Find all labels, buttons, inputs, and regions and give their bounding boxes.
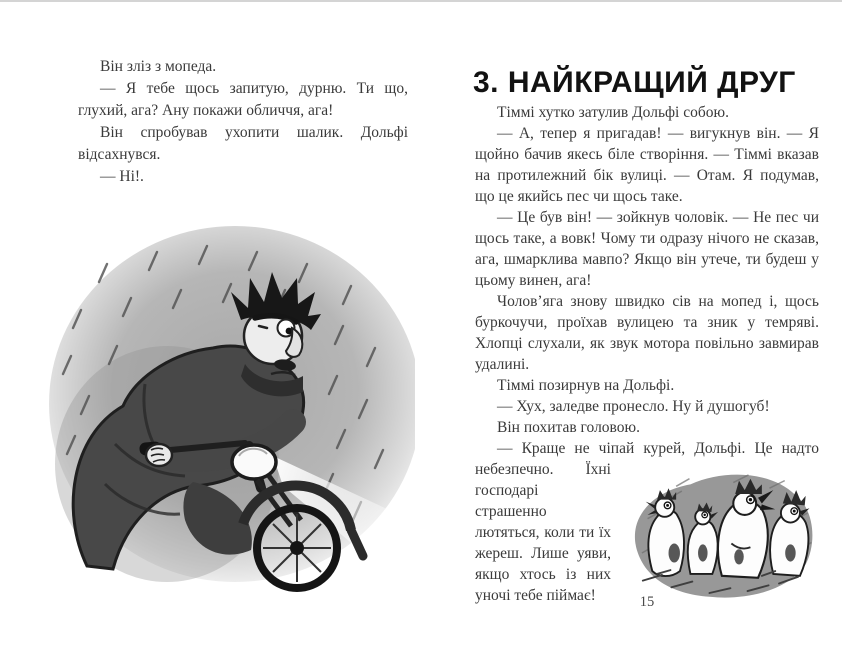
right-page (421, 2, 842, 650)
left-page-text (78, 56, 408, 188)
last-paragraph-with-illustration (475, 438, 819, 606)
chapter-title: 3. НАЙКРАЩИЙ ДРУГ (473, 66, 796, 100)
paragraph: — А, тепер я пригадав! — вигукнув він. — Я щойно бачив якесь біле створіння. — Тіммі вказав на протилежний бік вулиці. — Отам. Я подумав, що це якийсь пес чи щось таке. (475, 125, 819, 205)
chickens-illustration (619, 459, 819, 607)
paragraph: — Хух, заледве пронесло. Ну й душогуб! (497, 398, 770, 415)
paragraph: — Це був він! — зойкнув чоловік. — Не пес чи щось таке, а вовк! Чому ти одразу нічого не сказав, ага, шмарклива мавпо? Якщо він утече, ти будеш у цьому винен, ага! (475, 209, 819, 289)
paragraph: Він похитав головою. (497, 419, 640, 436)
paragraph: — Я тебе щось запитую, дурню. Ти що, глухий, ага? Ану покажи обличчя, ага! (78, 80, 408, 119)
man-on-moped-illustration (45, 224, 415, 612)
paragraph: Він спробував ухопити шалик. Дольфі відсахнувся. (78, 124, 408, 163)
paragraph: — Краще не чіпай курей, Дольфі. Це надто небезпечно. Їхні господарі страшенно лютяться, коли ти їх жереш. Лише уяви, якщо хтось із них уночі тебе піймає! (475, 440, 819, 604)
paragraph: Тіммі хутко затулив Дольфі собою. (497, 104, 729, 121)
right-page-text (475, 102, 819, 607)
left-page (0, 2, 421, 650)
page-number: 15 (639, 594, 655, 610)
paragraph: Він зліз з мопеда. (100, 58, 217, 75)
paragraph: Тіммі позирнув на Дольфі. (497, 377, 675, 394)
paragraph: Чолов’яга знову швидко сів на мопед і, щось буркочучи, проїхав вулицею та зник у темряві. Хлопці слухали, як звук мотора повільно завмирав удалині. (475, 293, 819, 373)
paragraph: — Ні!. (100, 168, 144, 185)
